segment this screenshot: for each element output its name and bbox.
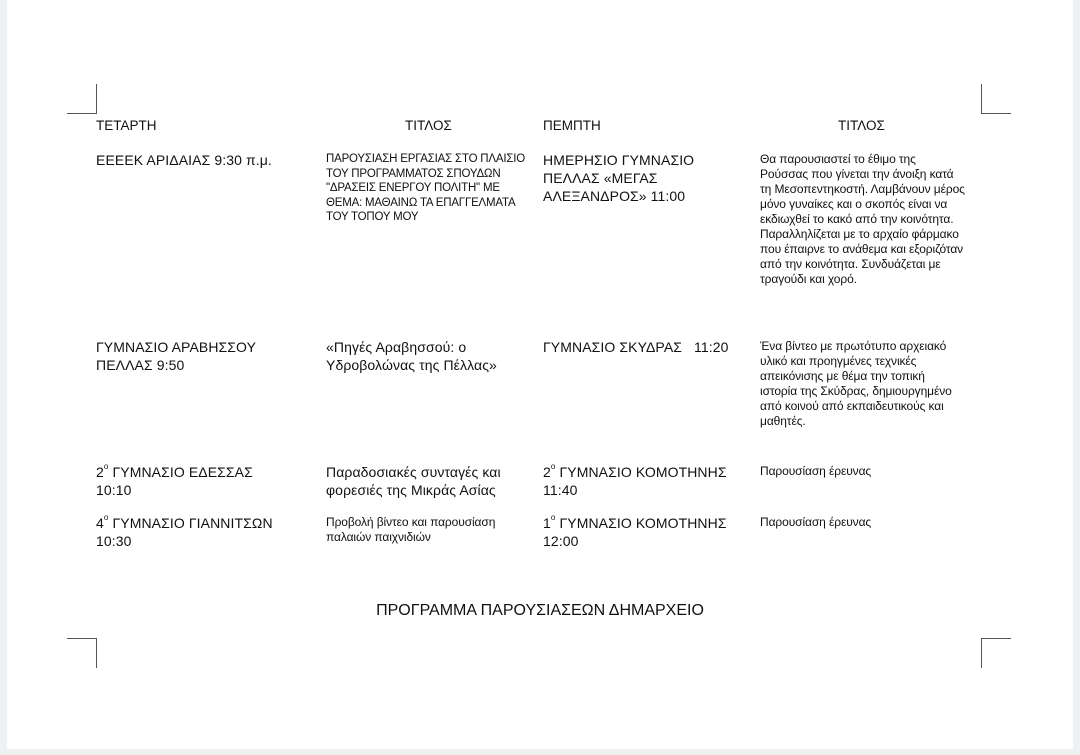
school-left-4 [96, 514, 296, 550]
header-title-right: ΤΙΤΛΟΣ [838, 118, 885, 133]
crop-mark-bottom-left-h [67, 638, 97, 639]
school-left-4-time: 10:30 [96, 533, 132, 549]
school-left-2: ΓΥΜΝΑΣΙΟ ΑΡΑΒΗΣΣΟΥ ΠΕΛΛΑΣ 9:50 [96, 339, 256, 373]
title-left-4: Προβολή βίντεο και παρουσίαση παλαιών παιχνιδιών [326, 515, 496, 544]
school-right-4-name: ΓΥΜΝΑΣΙΟ ΚΟΜΟΤΗΝΗΣ [555, 515, 727, 531]
ordinal-sup: ο [103, 462, 109, 471]
ordinal-sup: ο [550, 462, 556, 471]
school-right-4 [543, 514, 753, 550]
crop-mark-top-left-h [67, 113, 97, 114]
title-right-4: Παρουσίαση έρευνας [760, 515, 872, 529]
school-left-3-time: 10:10 [96, 482, 132, 498]
header-title-left: ΤΙΤΛΟΣ [405, 118, 452, 133]
crop-mark-bottom-left-v [96, 638, 97, 668]
school-left-3 [96, 463, 296, 499]
school-left-4-name: ΓΥΜΝΑΣΙΟ ΓΙΑΝΝΙΤΣΩΝ [108, 515, 273, 531]
school-right-1: ΗΜΕΡΗΣΙΟ ΓΥΜΝΑΣΙΟ ΠΕΛΛΑΣ «ΜΕΓΑΣ ΑΛΕΞΑΝΔΡΟΣ» 11:00 [543, 152, 695, 204]
school-left-3-name: ΓΥΜΝΑΣΙΟ ΕΔΕΣΣΑΣ [108, 464, 253, 480]
school-left-4-number: 4 [96, 515, 104, 531]
ordinal-sup: ο [103, 513, 109, 522]
school-left-3-number: 2 [96, 464, 104, 480]
title-left-3: Παραδοσιακές συνταγές και φορεσιές της Μικράς Ασίας [326, 464, 501, 498]
ordinal-sup: ο [550, 513, 556, 522]
crop-mark-bottom-right-v [981, 638, 982, 668]
header-day-wednesday: ΤΕΤΑΡΤΗ [96, 118, 157, 133]
crop-mark-top-right-v [981, 84, 982, 114]
school-right-3-number: 2 [543, 464, 551, 480]
title-right-2: Ένα βίντεο με πρωτότυπο αρχειακό υλικό και προηγμένες τεχνικές απεικόνισης με θέμα την τοπική ιστορία της Σκύδρας, δημιουργημένο από κοινού από εκπαιδευτικούς και μαθητές. [760, 339, 952, 428]
title-right-1: Θα παρουσιαστεί το έθιμο της Ρούσσας που γίνεται την άνοιξη κατά τη Μεσοπεντηκοστή. Λαμβάνουν μέρος μόνο γυναίκες και ο σκοπός είναι να εκδιωχθεί το κακό από την κοινότητα. Παραλληλίζεται με το αρχαίο φάρμακο που έπαιρνε το ανάθεμα και εξοριζόταν από την κοινότητα. Συνδυάζεται με τραγούδι και χορό. [760, 152, 965, 286]
school-right-3 [543, 463, 753, 499]
crop-mark-bottom-right-h [981, 638, 1011, 639]
school-right-4-time: 12:00 [543, 533, 579, 549]
school-right-4-number: 1 [543, 515, 551, 531]
title-right-3: Παρουσίαση έρευνας [760, 464, 872, 478]
title-left-2: «Πηγές Αραβησσού: ο Υδροβολώνας της Πέλλας» [326, 339, 497, 373]
crop-mark-top-left-v [96, 84, 97, 114]
school-right-3-name: ΓΥΜΝΑΣΙΟ ΚΟΜΟΤΗΝΗΣ [555, 464, 727, 480]
school-left-1: ΕΕΕΕΚ ΑΡΙΔΑΙΑΣ 9:30 π.μ. [96, 152, 272, 168]
school-right-3-time: 11:40 [543, 482, 578, 498]
header-day-thursday: ΠΕΜΠΤΗ [543, 118, 601, 133]
crop-mark-top-right-h [981, 113, 1011, 114]
school-right-2: ΓΥΜΝΑΣΙΟ ΣΚΥΔΡΑΣ 11:20 [543, 339, 729, 355]
program-footer-title: ΠΡΟΓΡΑΜΜΑ ΠΑΡΟΥΣΙΑΣΕΩΝ ΔΗΜΑΡΧΕΙΟ [376, 602, 704, 619]
title-left-1: ΠΑΡΟΥΣΙΑΣΗ ΕΡΓΑΣΙΑΣ ΣΤΟ ΠΛΑΙΣΙΟ ΤΟΥ ΠΡΟΓΡΑΜΜΑΤΟΣ ΣΠΟΥΔΩΝ "ΔΡΑΣΕΙΣ ΕΝΕΡΓΟΥ ΠΟΛΙΤΗ" ΜΕ ΘΕΜΑ: ΜΑΘΑΙΝΩ ΤΑ ΕΠΑΓΓΕΛΜΑΤΑ ΤΟΥ ΤΟΠΟΥ ΜΟΥ [326, 153, 526, 223]
